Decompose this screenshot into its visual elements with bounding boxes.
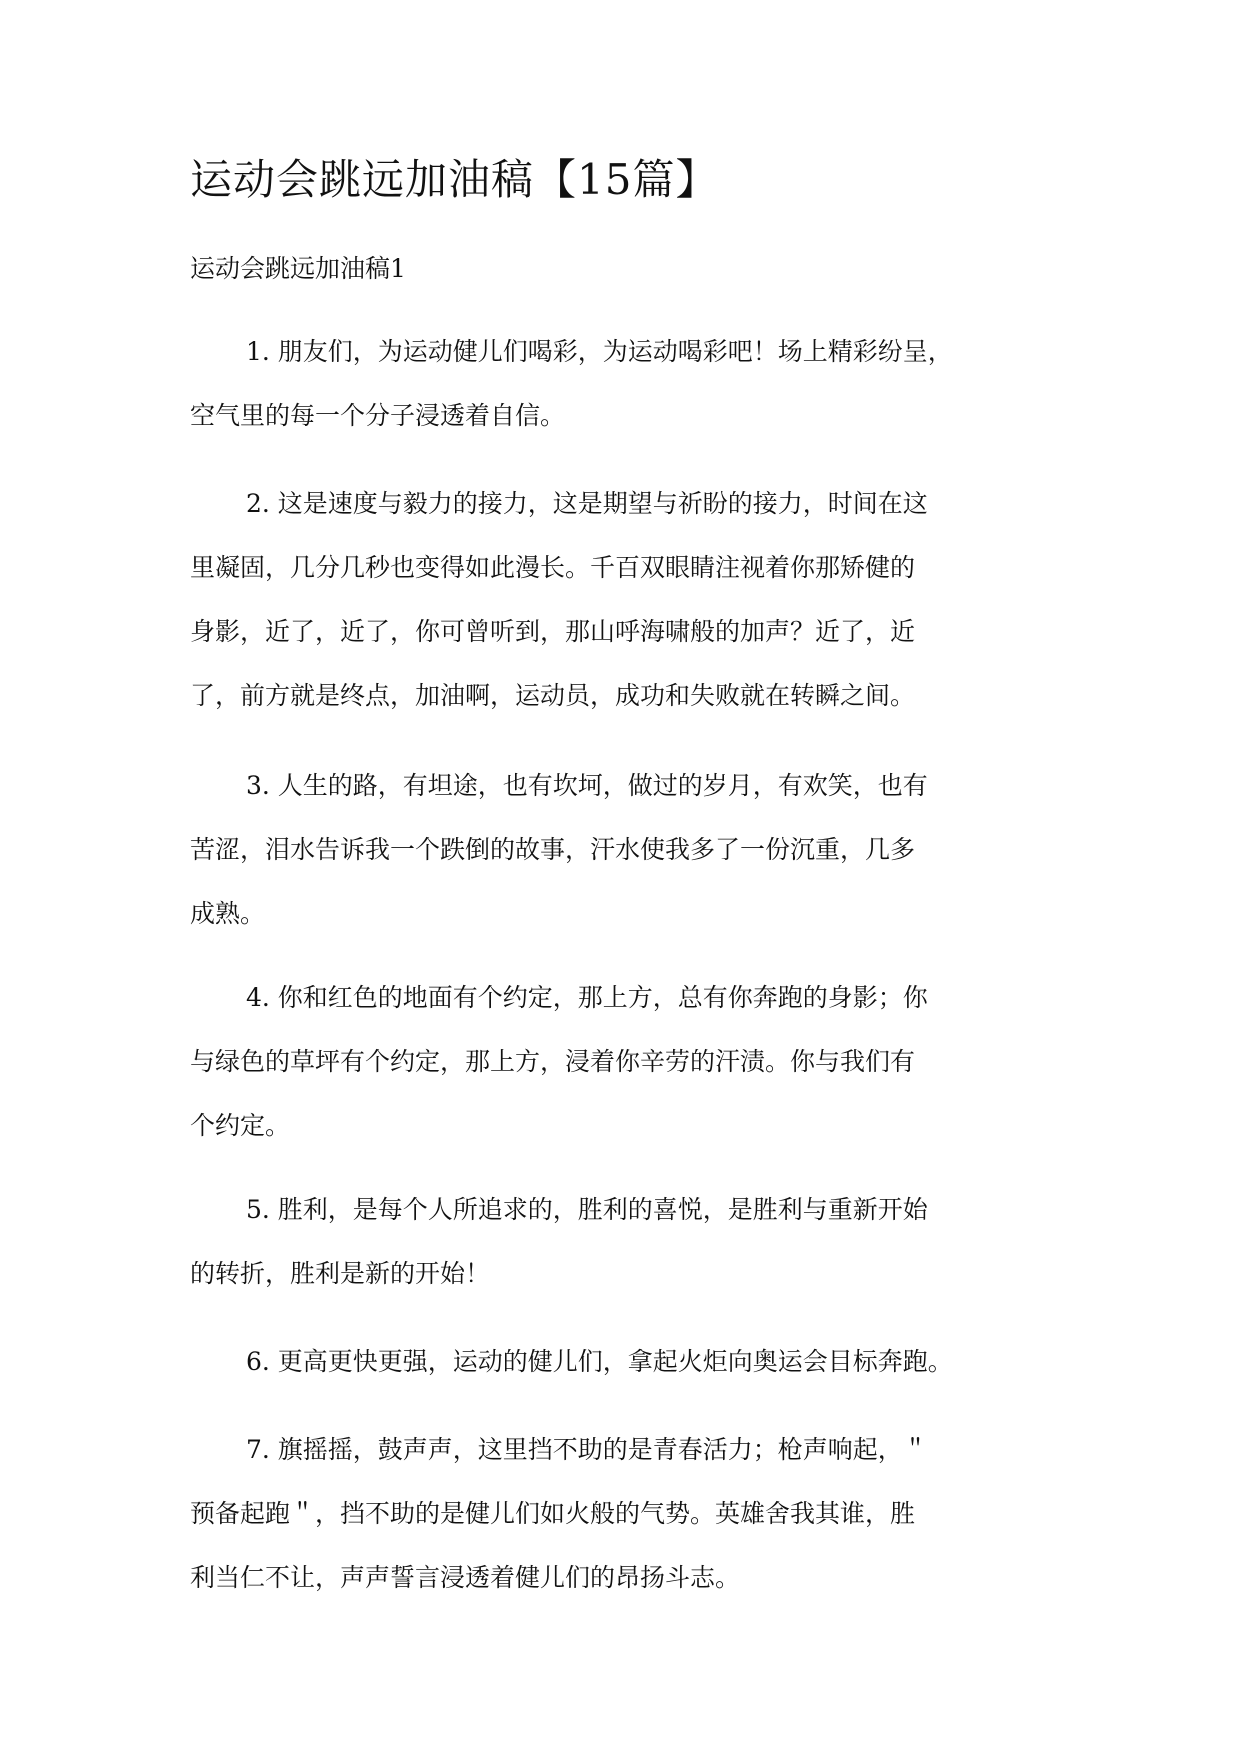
paragraph-line: 利当仁不让，声声誓言浸透着健儿们的昂扬斗志。	[190, 1563, 741, 1592]
paragraph-line: 与绿色的草坪有个约定，那上方，浸着你辛劳的汗渍。你与我们有	[190, 1047, 916, 1076]
paragraph-line: 7. 旗摇摇，鼓声声，这里挡不助的是青春活力；枪声响起，＂	[246, 1435, 928, 1464]
paragraph-line: 个约定。	[190, 1111, 291, 1140]
paragraph-line: 3. 人生的路，有坦途，也有坎坷，做过的岁月，有欢笑，也有	[246, 771, 928, 800]
paragraph-5	[190, 1178, 1070, 1306]
section-heading: 运动会跳远加油稿1	[190, 254, 406, 283]
paragraph-line: 1. 朋友们，为运动健儿们喝彩，为运动喝彩吧！场上精彩纷呈，	[246, 337, 953, 366]
paragraph-1	[190, 320, 1070, 448]
paragraph-6	[190, 1330, 1070, 1394]
paragraph-3	[190, 754, 1070, 946]
paragraph-line: 5. 胜利，是每个人所追求的，胜利的喜悦，是胜利与重新开始	[246, 1195, 928, 1224]
paragraph-line: 4. 你和红色的地面有个约定，那上方，总有你奔跑的身影；你	[246, 983, 928, 1012]
paragraph-line: 身影，近了，近了，你可曾听到，那山呼海啸般的加声？近了，近	[190, 617, 916, 646]
paragraph-line: 苦涩，泪水告诉我一个跌倒的故事，汗水使我多了一份沉重，几多	[190, 835, 916, 864]
paragraph-line: 里凝固，几分几秒也变得如此漫长。千百双眼睛注视着你那矫健的	[190, 553, 916, 582]
paragraph-line: 6. 更高更快更强，运动的健儿们，拿起火炬向奥运会目标奔跑。	[246, 1347, 953, 1376]
paragraph-line: 预备起跑＂，挡不助的是健儿们如火般的气势。英雄舍我其谁，胜	[190, 1499, 916, 1528]
paragraph-line: 成熟。	[190, 899, 266, 928]
paragraph-7	[190, 1418, 1070, 1610]
paragraph-4	[190, 966, 1070, 1158]
paragraph-line: 的转折，胜利是新的开始！	[190, 1259, 491, 1288]
paragraph-line: 2. 这是速度与毅力的接力，这是期望与祈盼的接力，时间在这	[246, 489, 928, 518]
paragraph-line: 了，前方就是终点，加油啊，运动员，成功和失败就在转瞬之间。	[190, 681, 916, 710]
document-title: 运动会跳远加油稿【15篇】	[190, 155, 719, 204]
paragraph-2	[190, 472, 1070, 728]
paragraph-line: 空气里的每一个分子浸透着自信。	[190, 401, 566, 430]
